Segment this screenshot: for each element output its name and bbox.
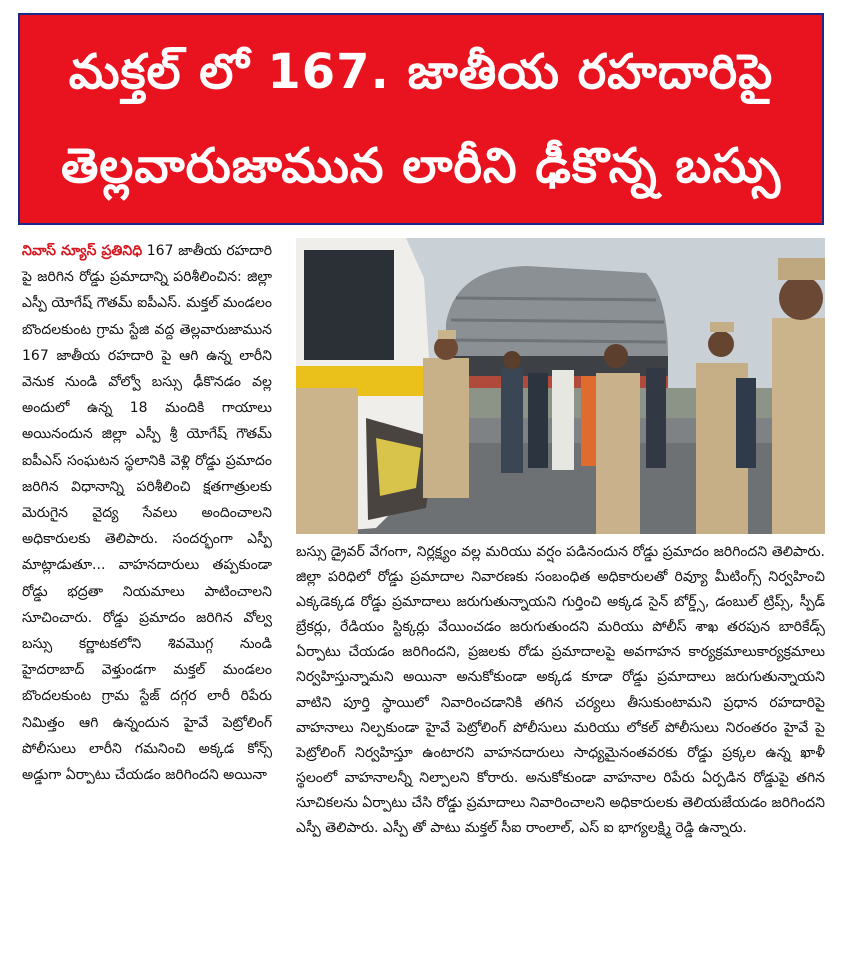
headline-banner [18,13,824,225]
accident-scene-image [296,238,825,534]
headline-line-2: తెల్లవారుజామున లారీని ఢీకొన్న బస్సు [60,138,782,194]
article-wide-text: బస్సు డ్రైవర్ వేగంగా, నిర్లక్ష్యం వల్ల మరియు వర్షం పడినందున రోడ్డు ప్రమాదం జరిగిందని తెలిపారు. జిల్లా పరిధిలో రోడ్డు ప్రమాదాల నివారణకు సంబంధిత అధికారులతో రివ్యూ మీటింగ్స్ నిర్వహించి ఎక్కడెక్కడ రోడ్డు ప్రమాదాలు జరుగుతున్నాయని గుర్తించి అక్కడ సైన్ బోర్డ్స్, డంబుల్ ట్రిప్స్, స్పీడ్ బ్రేకర్లు, రేడియం స్టిక్కర్లు వేయించడం జరుగుతుందని మరియు పోలీస్ శాఖ తరపున బారికేడ్స్ ఏర్పాటు చేయడం జరిగిందని, ప్రజలకు రోడు ప్రమాదాలపై అవగాహన కార్యక్రమాలుకార్యక్రమాలు నిర్వహిస్తున్నామని అయినా అనుకోకుండా అక్కడ కూడా రోడ్డు ప్రమాదాలు జరుగుతున్నాయని వాటిని పూర్తి స్థాయిలో నివారించడానికి తగిన చర్యలు తీసుకుంటామని ప్రధాన రహదారిపై వాహనాలు నిల్పకుండా హైవే పెట్రోలింగ్ పోలీసులు మరియు లోకల్ పోలీసులు నిరంతరం హైవే పై పెట్రోలింగ్ నిర్వహిస్తూ ఉంటారని వాహనదారులు సాధ్యమైనంతవరకు రోడ్డు ప్రక్కల ఉన్న ఖాళీ స్థలంలో వాహనాలన్నీ నిల్పాలని కోరారు. అనుకోకుండా వాహనాల రిపేరు ఏర్పడిన రోడ్డుపై తగిన సూచికలను ఏర్పాటు చేసి రోడ్డు ప్రమాదాలు నివారించాలని అధికారులకు తెలియజేయడం జరిగిందని ఎస్పీ తెలిపారు. ఎస్పీ తో పాటు మక్తల్ సీఐ రాంలాల్, ఎస్ ఐ భాగ్యలక్ష్మి రెడ్డి ఉన్నారు. [296,544,825,837]
news-photo [296,238,825,534]
article-column-text: 167 జాతీయ రహదారి పై జరిగిన రోడ్డు ప్రమాదాన్ని పరిశీలించిన: జిల్లా ఎస్పీ యోగేష్ గౌతమ్ ఐపీఎస్. మక్తల్ మండలం బొందలకుంట గ్రామ స్టేజి వద్ద తెల్లవారుజామున 167 జాతీయ రహదారి పై ఆగి ఉన్న లారీని వెనుక నుండి వోల్వో బస్సు ఢీకొనడం వల్ల అందులో ఉన్న 18 మందికి గాయాలు అయినందున జిల్లా ఎస్పీ శ్రీ యోగేష్ గౌతమ్ ఐపీఎస్ సంఘటన స్థలానికి వెళ్లి రోడ్డు ప్రమాదం జరిగిన విధానాన్ని పరిశీలించి క్షతగాత్రులకు మెరుగైన వైద్య సేవలు అందించాలని అధికారులకు తెలిపారు. సందర్భంగా ఎస్పీ మాట్లాడుతూ... వాహనదారులు తప్పకుండా రోడ్డు భద్రతా నియమాలు పాటించాలని సూచించారు. రోడ్డు ప్రమాదం జరిగిన వోల్వ బస్సు కర్ణాటకలోని శివమొగ్గ నుండి హైదరాబాద్ వెళ్తుండగా మక్తల్ మండలం బొందలకుంట గ్రామ స్టేజ్ దగ్గర లారీ రిపేరు నిమిత్తం ఆగి ఉన్నందున హైవే పెట్రోలింగ్ పోలీసులు లారీని గమనించి అక్కడ కోన్స్ అడ్డుగా ఏర్పాటు చేయడం జరిగిందని అయినా [22,243,272,784]
article-column [22,238,272,788]
byline: నివాస్ న్యూస్ ప్రతినిధి [22,243,143,259]
headline-line-1: మక్తల్ లో 167. జాతీయ రహదారిపై [68,44,774,100]
